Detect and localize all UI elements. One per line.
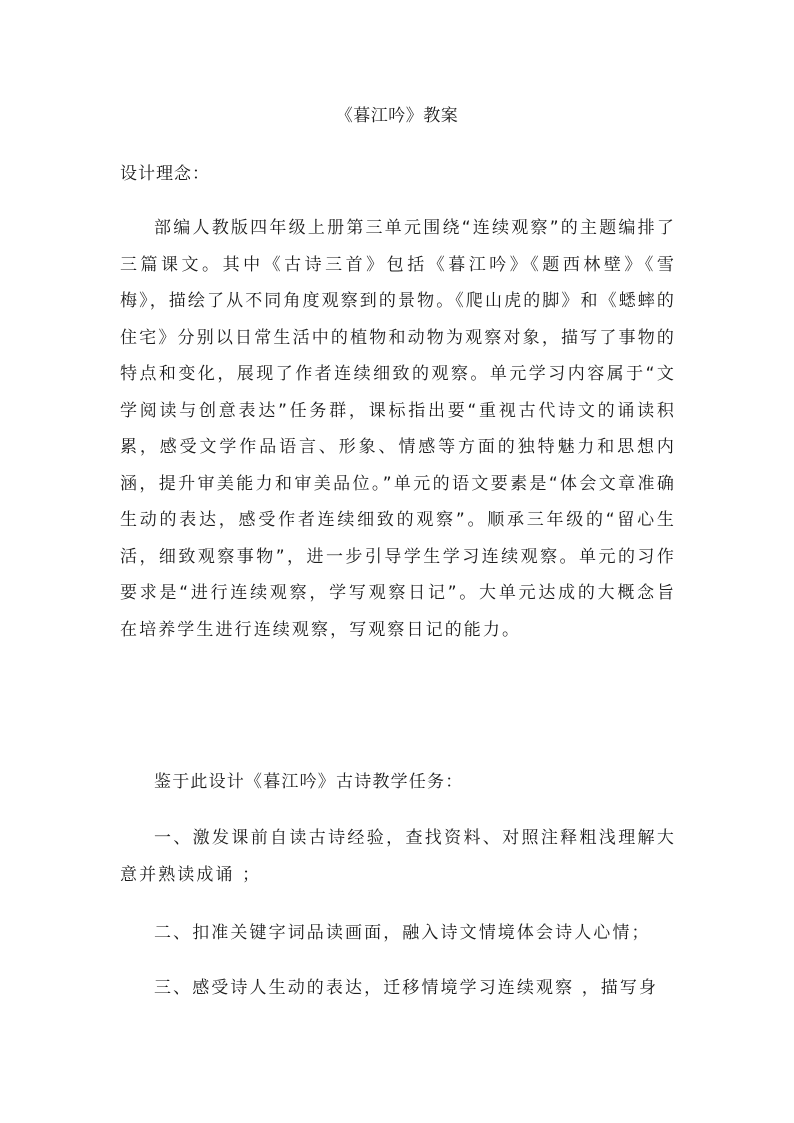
intro-paragraph: 部编人教版四年级上册第三单元围绕“连续观察”的主题编排了三篇课文。其中《古诗三首》包括《暮江吟》《题西林壁》《雪梅》，描绘了从不同角度观察到的景物。《爬山虎的脚》和《蟋蟀的住宅》分别以日常生活中的植物和动物为观察对象，描写了事物的特点和变化，展现了作者连续细致的观察。单元学习内容属于“文学阅读与创意表达”任务群，课标指出要“重视古代诗文的诵读积累，感受文学作品语言、形象、情感等方面的独特魅力和思想内涵，提升审美能力和审美品位。”单元的语文要素是“体会文章准确生动的表达，感受作者连续细致的观察”。顺承三年级的“留心生活，细致观察事物”，进一步引导学生学习连续观察。单元的习作要求是“进行连续观察，学写观察日记”。大单元达成的大概念旨在培养学生进行连续观察，写观察日记的能力。: [120, 218, 676, 640]
task-item-1: 一、激发课前自读古诗经验，查找资料、对照注释粗浅理解大意并熟读成诵 ；: [120, 828, 676, 885]
task-item-2: 二、扣准关键字词品读画面，融入诗文情境体会诗人心情；: [154, 923, 651, 943]
task-item-3: 三、感受诗人生动的表达，迁移情境学习连续观察 ，描写身: [154, 978, 659, 998]
document-title: 《暮江吟》教案: [335, 106, 459, 126]
lead-paragraph: 鉴于此设计《暮江吟》古诗教学任务：: [154, 772, 464, 792]
section-heading: 设计理念：: [120, 164, 210, 184]
